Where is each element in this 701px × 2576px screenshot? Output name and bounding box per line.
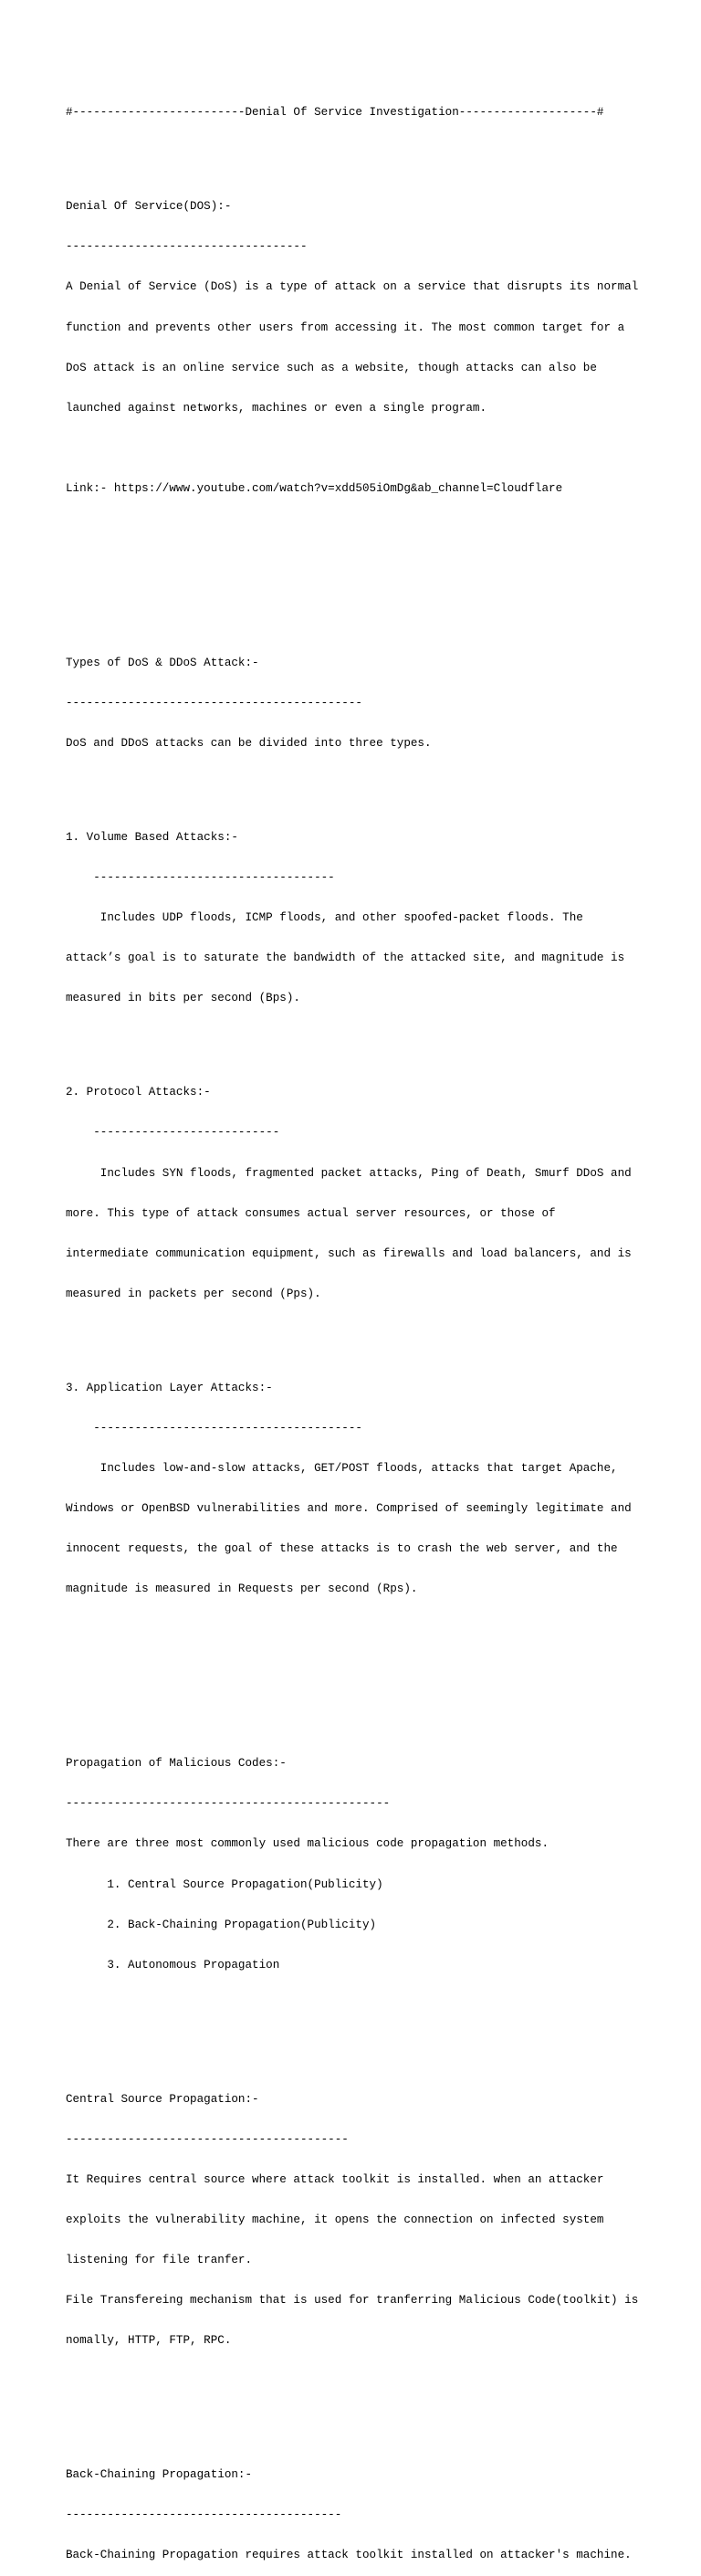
volume-attacks-line: measured in bits per second (Bps). [66, 992, 300, 1005]
application-attacks-heading: 3. Application Layer Attacks:- [66, 1381, 273, 1394]
application-attacks-line: Windows or OpenBSD vulnerabilities and more. Comprised of seemingly legitimate and [66, 1502, 632, 1516]
backchain-propagation-line: Back-Chaining Propagation requires attack toolkit installed on attacker's machine. [66, 2549, 632, 2562]
dos-rule: ----------------------------------- [66, 240, 308, 254]
volume-attacks-heading: 1. Volume Based Attacks:- [66, 831, 238, 845]
propagation-rule: ----------------------------------------------- [66, 1797, 391, 1811]
propagation-method-item: 3. Autonomous Propagation [66, 1958, 280, 1971]
central-propagation-rule: ----------------------------------------- [66, 2132, 349, 2146]
types-rule: ------------------------------------------- [66, 697, 362, 710]
dos-paragraph-line: DoS attack is an online service such as a website, though attacks can also be [66, 361, 597, 374]
protocol-attacks-line: intermediate communication equipment, such as firewalls and load balancers, and is [66, 1246, 632, 1260]
propagation-method-item: 2. Back-Chaining Propagation(Publicity) [66, 1918, 377, 1931]
blank-line [66, 1033, 677, 1046]
propagation-intro: There are three most commonly used malicious code propagation methods. [66, 1837, 549, 1851]
blank-line [66, 1663, 677, 1677]
blank-line [66, 147, 677, 161]
central-propagation-line: nomally, HTTP, FTP, RPC. [66, 2334, 232, 2348]
backchain-propagation-heading: Back-Chaining Propagation:- [66, 2468, 253, 2482]
blank-line [66, 1999, 677, 2013]
central-propagation-line: listening for file tranfer. [66, 2254, 253, 2267]
central-propagation-line: File Transfereing mechanism that is used for tranferring Malicious Code(toolkit) is [66, 2294, 639, 2308]
blank-line [66, 2374, 677, 2388]
protocol-attacks-line: measured in packets per second (Pps). [66, 1287, 321, 1300]
dos-paragraph-line: A Denial of Service (DoS) is a type of attack on a service that disrupts its normal [66, 280, 639, 294]
volume-attacks-line: Includes UDP floods, ICMP floods, and other spoofed-packet floods. The [66, 911, 583, 925]
types-intro: DoS and DDoS attacks can be divided into three types. [66, 737, 432, 751]
blank-line [66, 522, 677, 536]
protocol-attacks-line: Includes SYN floods, fragmented packet attacks, Ping of Death, Smurf DDoS and [66, 1166, 632, 1180]
blank-line [66, 1703, 677, 1717]
volume-attacks-line: attack’s goal is to saturate the bandwidth of the attacked site, and magnitude is [66, 952, 625, 965]
document-header: #-------------------------Denial Of Service Investigation--------------------# [66, 106, 604, 120]
protocol-attacks-rule: --------------------------- [66, 1126, 280, 1140]
types-heading: Types of DoS & DDoS Attack:- [66, 657, 259, 670]
backchain-propagation-rule: ---------------------------------------- [66, 2508, 342, 2522]
dos-heading: Denial Of Service(DOS):- [66, 200, 232, 214]
application-attacks-line: magnitude is measured in Requests per second (Rps). [66, 1582, 418, 1596]
application-attacks-line: innocent requests, the goal of these attacks is to crash the web server, and the [66, 1542, 618, 1556]
blank-line [66, 2414, 677, 2428]
propagation-heading: Propagation of Malicious Codes:- [66, 1757, 287, 1771]
central-propagation-heading: Central Source Propagation:- [66, 2092, 259, 2106]
propagation-method-item: 1. Central Source Propagation(Publicity) [66, 1877, 383, 1891]
blank-line [66, 2039, 677, 2053]
dos-video-link[interactable]: Link:- https://www.youtube.com/watch?v=xdd505iOmDg&ab_channel=Cloudflare [66, 481, 563, 495]
dos-paragraph-line: launched against networks, machines or even a single program. [66, 401, 487, 415]
blank-line [66, 603, 677, 616]
dos-paragraph-line: function and prevents other users from accessing it. The most common target for a [66, 321, 625, 334]
protocol-attacks-line: more. This type of attack consumes actual server resources, or those of [66, 1206, 556, 1220]
blank-line [66, 563, 677, 576]
application-attacks-rule: --------------------------------------- [66, 1421, 362, 1435]
central-propagation-line: It Requires central source where attack toolkit is installed. when an attacker [66, 2172, 604, 2186]
protocol-attacks-heading: 2. Protocol Attacks:- [66, 1086, 211, 1099]
volume-attacks-rule: ----------------------------------- [66, 871, 335, 885]
application-attacks-line: Includes low-and-slow attacks, GET/POST floods, attacks that target Apache, [66, 1461, 618, 1475]
document-page [66, 79, 677, 2576]
blank-line [66, 777, 677, 791]
blank-line [66, 1328, 677, 1341]
blank-line [66, 442, 677, 456]
blank-line [66, 1623, 677, 1636]
central-propagation-line: exploits the vulnerability machine, it opens the connection on infected system [66, 2213, 604, 2227]
